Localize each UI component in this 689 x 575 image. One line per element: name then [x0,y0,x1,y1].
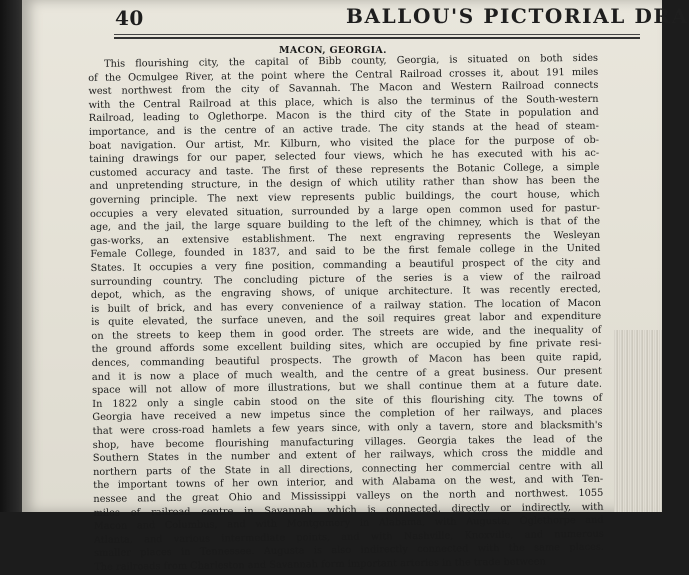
article-line: northern parts of the State in all directions, connecting her commercial centre with all [92,460,604,478]
article-line: Southern States in the number and extent of her railways, which cross the middle and [92,446,603,465]
article-line: gas-works, an extensive establishment. The next engraving represents the Wesleyan [90,229,601,247]
article-line: Atlanta, and various intermediate points, and with Nashville, Knoxville, and numerous [93,528,604,546]
article-line: Georgia have received a new impetus since the completion of her railways, and places [92,406,603,424]
article-line: In 1822 only a single cabin stood on the site of this flourishing city. The towns of [92,392,603,410]
article-line: governing principle. The next view represents public buildings, the court house, which [89,188,600,206]
article-line: smaller places in Tennessee. Augusta is also indirectly connected with the same places. [93,542,605,560]
article-line: is built of brick, and has every convenience of a railway station. The location of Macon [91,297,602,315]
article-line: customed accuracy and taste. The first of these represents the Botanic College, a simple [89,161,600,179]
header-rule-thin [114,34,640,35]
article-line: age, and the jail, the large square building to the left of the chimney, which is that of the [90,215,601,234]
page-stack-edge [614,330,662,512]
page-number: 40 [115,6,144,30]
article-line: surrounding country. The concluding picture of the series is a view of the railroad [90,270,601,288]
article-line: and it is now a place of much wealth, and the centre of a great business. Our present [91,365,602,383]
article-line: miles of railroad centre in Savannah, which is connected, directly or indirectly, with [93,501,604,519]
article-line: the ground affords some excellent building sites, which are occupied by fine private resi- [91,338,602,356]
article-line: is quite elevated, the surface uneven, and the soil requires great labor and expenditure [91,311,602,329]
header-rule-thick [114,37,640,39]
article-line: and unpretending structure, in the design of which utility rather than show has been the [89,175,600,193]
masthead-title: BALLOU'S PICTORIAL DRA [346,4,689,28]
article-line: that were cross-road hamlets a few years since, with only a tavern, store and blacksmith's [92,419,603,438]
article-line: Railroad, leading to Oglethorpe. Macon is the third city of the State in population and [88,107,599,125]
article-line: dences, commanding beautiful prospects. The growth of Macon has been quite rapid, [91,351,602,370]
article-line: on the streets to keep them in good order. The streets are wide, and the inequality of [91,324,602,342]
article-line: taining drawings for our paper, selected four views, which he has executed with his ac- [89,147,600,166]
article-line: occupies a very elevated situation, surrounded by a large open common used for pastur- [89,202,600,220]
article-line: the important towns of her own interior, and with Alabama on the west, and with Ten- [93,474,604,492]
article-line: Female College, founded in 1837, and said to be the first female college in the United [90,243,601,261]
article-line: with the Central Railroad at this place, which is also the terminus of the South-western [88,93,599,111]
article-line: The railroads from Charleston and Savannah form important arteries in the trade between [94,556,546,573]
article-line: Macon and Columbus, and with Montgomery in Alabama, with Augusta, Oglethorpe and [93,514,604,533]
article-line: importance, and is the centre of an active trade. The city stands at the head of steam- [88,120,599,138]
article-line: west northwest from the city of Savannah. The Macon and Western Railroad connects [88,79,599,98]
article-line: This flourishing city, the capital of Bibb county, Georgia, is situated on both sides [104,52,599,70]
article-title: MACON, GEORGIA. [279,45,387,56]
article-line: nessee and the great Ohio and Mississippi valleys on the north and northwest. 1055 [93,487,604,505]
article-line: of the Ocmulgee River, at the point where the Central Railroad crosses it, about 191 miles [88,66,599,84]
article-line: depot, which, as the engraving shows, of unique architecture. It was recently erected, [90,283,601,302]
article-body [88,52,604,575]
article-line: boat navigation. Our artist, Mr. Kilburn, who visited the place for the purpose of ob- [89,134,600,152]
article-line: States. It occupies a very fine position, commanding a beautiful prospect of the city and [90,256,601,274]
article-line: shop, have become flourishing manufacturing villages. Georgia takes the lead of the [92,433,603,451]
article-line: space will not allow of more illustrations, but we shall continue them at a future date. [91,378,603,397]
